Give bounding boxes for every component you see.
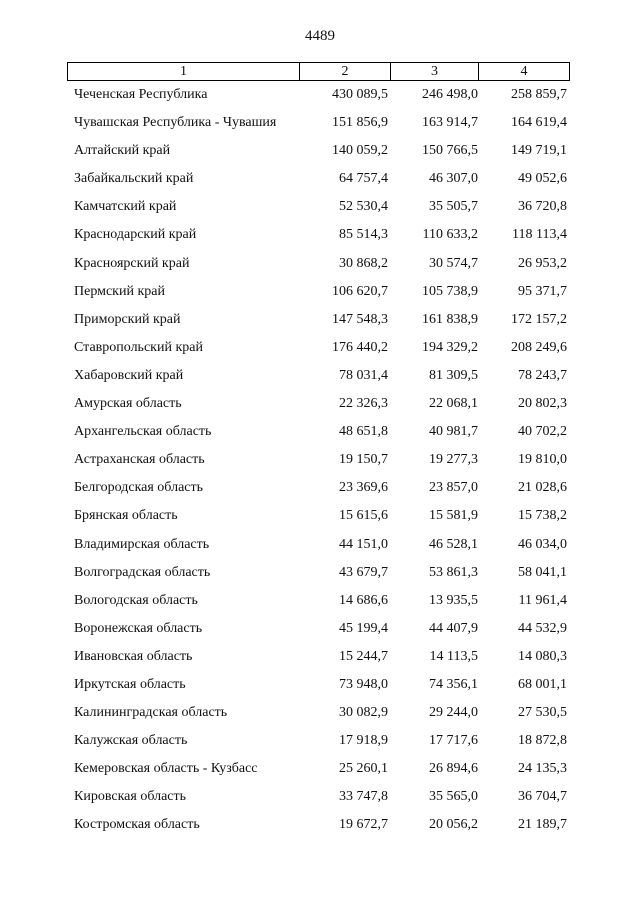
value-col-4: 36 720,8	[518, 199, 567, 215]
table-row	[0, 169, 640, 197]
value-col-2: 140 059,2	[332, 143, 388, 159]
region-name: Кировская область	[74, 789, 187, 805]
table-row	[0, 787, 640, 815]
value-col-4: 21 028,6	[518, 480, 567, 496]
value-col-2: 25 260,1	[339, 761, 388, 777]
table-row	[0, 535, 640, 563]
value-col-3: 15 581,9	[429, 508, 478, 524]
region-name: Калининградская область	[74, 705, 228, 721]
value-col-2: 30 868,2	[339, 255, 388, 271]
value-col-2: 85 514,3	[339, 227, 388, 243]
value-col-4: 118 113,4	[512, 227, 567, 243]
value-col-3: 44 407,9	[429, 620, 478, 636]
value-col-4: 164 619,4	[511, 115, 567, 131]
value-col-2: 33 747,8	[339, 789, 388, 805]
table-row	[0, 282, 640, 310]
value-col-3: 30 574,7	[429, 255, 478, 271]
value-col-2: 78 031,4	[339, 367, 388, 383]
value-col-4: 208 249,6	[511, 339, 567, 355]
value-col-3: 81 309,5	[429, 367, 478, 383]
region-name: Хабаровский край	[74, 367, 184, 383]
value-col-4: 15 738,2	[518, 508, 567, 524]
table-header	[67, 62, 570, 81]
value-col-4: 58 041,1	[518, 564, 567, 580]
value-col-3: 74 356,1	[429, 676, 478, 692]
value-col-4: 49 052,6	[518, 171, 567, 187]
table-row	[0, 113, 640, 141]
region-name: Воронежская область	[74, 620, 203, 636]
region-name: Калужская область	[74, 733, 188, 749]
value-col-3: 17 717,6	[429, 733, 478, 749]
region-name: Пермский край	[74, 283, 165, 299]
value-col-2: 44 151,0	[339, 536, 388, 552]
value-col-4: 14 080,3	[518, 648, 567, 664]
value-col-2: 30 082,9	[339, 705, 388, 721]
value-col-2: 15 244,7	[339, 648, 388, 664]
table-row	[0, 647, 640, 675]
value-col-2: 176 440,2	[332, 339, 388, 355]
value-col-3: 29 244,0	[429, 705, 478, 721]
value-col-4: 68 001,1	[518, 676, 567, 692]
column-header-2: 2	[299, 63, 390, 80]
region-name: Забайкальский край	[74, 171, 194, 187]
region-name: Ставропольский край	[74, 339, 203, 355]
value-col-2: 19 150,7	[339, 452, 388, 468]
value-col-2: 73 948,0	[339, 676, 388, 692]
column-header-1: 1	[180, 64, 187, 79]
column-header-3: 3	[390, 63, 478, 80]
value-col-4: 20 802,3	[518, 396, 567, 412]
value-col-2: 19 672,7	[339, 817, 388, 833]
region-name: Красноярский край	[74, 255, 190, 271]
value-col-2: 106 620,7	[332, 283, 388, 299]
value-col-3: 246 498,0	[422, 87, 478, 102]
table-row	[0, 422, 640, 450]
value-col-3: 46 307,0	[429, 171, 478, 187]
table-row	[0, 478, 640, 506]
region-name: Иркутская область	[74, 676, 186, 692]
value-col-4: 27 530,5	[518, 705, 567, 721]
value-col-3: 14 113,5	[429, 648, 478, 664]
table-row	[0, 85, 640, 113]
value-col-4: 78 243,7	[518, 367, 567, 383]
value-col-2: 147 548,3	[332, 311, 388, 327]
value-col-3: 35 505,7	[429, 199, 478, 215]
region-name: Чеченская Республика	[74, 87, 208, 102]
value-col-3: 13 935,5	[429, 592, 478, 608]
region-name: Чувашская Республика - Чувашия	[74, 115, 277, 131]
value-col-2: 64 757,4	[339, 171, 388, 187]
value-col-2: 52 530,4	[339, 199, 388, 215]
table-row	[0, 310, 640, 338]
value-col-2: 48 651,8	[339, 424, 388, 440]
value-col-4: 21 189,7	[518, 817, 567, 833]
value-col-3: 35 565,0	[429, 789, 478, 805]
region-name: Амурская область	[74, 396, 182, 412]
page-number: 4489	[305, 28, 335, 44]
value-col-4: 24 135,3	[518, 761, 567, 777]
table-row	[0, 675, 640, 703]
column-header-4: 4	[478, 63, 569, 80]
value-col-3: 150 766,5	[422, 143, 478, 159]
value-col-3: 53 861,3	[429, 564, 478, 580]
table-row	[0, 225, 640, 253]
table-row	[0, 141, 640, 169]
table-row	[0, 338, 640, 366]
value-col-2: 430 089,5	[332, 87, 388, 102]
table-row	[0, 394, 640, 422]
table-row	[0, 759, 640, 787]
value-col-3: 26 894,6	[429, 761, 478, 777]
value-col-4: 26 953,2	[518, 255, 567, 271]
value-col-2: 15 615,6	[339, 508, 388, 524]
table-row	[0, 591, 640, 619]
value-col-3: 161 838,9	[422, 311, 478, 327]
value-col-3: 110 633,2	[422, 227, 478, 243]
value-col-4: 40 702,2	[518, 424, 567, 440]
value-col-2: 14 686,6	[339, 592, 388, 608]
table-row	[0, 619, 640, 647]
value-col-2: 22 326,3	[339, 396, 388, 412]
value-col-3: 19 277,3	[429, 452, 478, 468]
value-col-4: 11 961,4	[518, 592, 567, 608]
region-name: Астраханская область	[74, 452, 205, 468]
region-name: Владимирская область	[74, 536, 210, 552]
value-col-4: 95 371,7	[518, 283, 567, 299]
value-col-3: 163 914,7	[422, 115, 478, 131]
value-col-3: 20 056,2	[429, 817, 478, 833]
table-row	[0, 703, 640, 731]
table-row	[0, 506, 640, 534]
value-col-3: 40 981,7	[429, 424, 478, 440]
value-col-4: 172 157,2	[511, 311, 567, 327]
value-col-3: 105 738,9	[422, 283, 478, 299]
value-col-4: 44 532,9	[518, 620, 567, 636]
region-name: Брянская область	[74, 508, 178, 524]
region-name: Белгородская область	[74, 480, 204, 496]
value-col-2: 151 856,9	[332, 115, 388, 131]
region-name: Кемеровская область - Кузбасс	[74, 761, 258, 777]
table-body	[0, 85, 640, 844]
region-name: Костромская область	[74, 817, 200, 833]
value-col-3: 23 857,0	[429, 480, 478, 496]
value-col-4: 19 810,0	[518, 452, 567, 468]
region-name: Камчатский край	[74, 199, 177, 215]
value-col-2: 23 369,6	[339, 480, 388, 496]
value-col-4: 149 719,1	[511, 143, 567, 159]
region-name: Приморский край	[74, 311, 181, 327]
value-col-2: 17 918,9	[339, 733, 388, 749]
table-row	[0, 254, 640, 282]
region-name: Волгоградская область	[74, 564, 211, 580]
table-row	[0, 563, 640, 591]
region-name: Алтайский край	[74, 143, 171, 159]
value-col-2: 45 199,4	[339, 620, 388, 636]
region-name: Вологодская область	[74, 592, 198, 608]
value-col-3: 46 528,1	[429, 536, 478, 552]
value-col-3: 194 329,2	[422, 339, 478, 355]
table-row	[0, 450, 640, 478]
value-col-4: 258 859,7	[511, 87, 567, 102]
table-row	[0, 197, 640, 225]
region-name: Архангельская область	[74, 424, 212, 440]
value-col-3: 22 068,1	[429, 396, 478, 412]
table-row	[0, 731, 640, 759]
value-col-2: 43 679,7	[339, 564, 388, 580]
region-name: Краснодарский край	[74, 227, 197, 243]
value-col-4: 18 872,8	[518, 733, 567, 749]
table-row	[0, 366, 640, 394]
value-col-4: 36 704,7	[518, 789, 567, 805]
value-col-4: 46 034,0	[518, 536, 567, 552]
table-row	[0, 815, 640, 843]
region-name: Ивановская область	[74, 648, 193, 664]
